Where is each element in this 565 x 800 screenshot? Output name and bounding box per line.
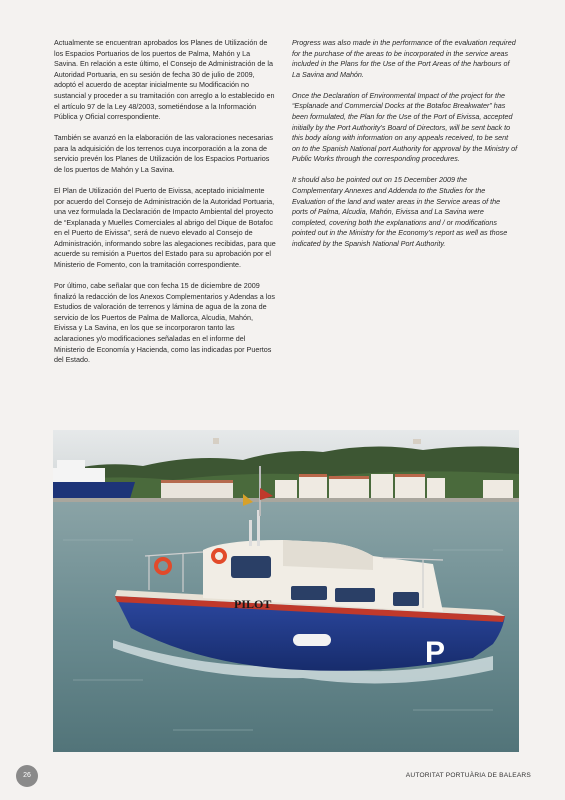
paragraph: Once the Declaration of Environmental Impact of the project for the “Esplanade and Commercial Docks at the Botafoc Breakwater” has been formulated, the Plan for the Use of the Port of Eivissa, accepted initially by the Port Authority’s Board of Directors, will be sent back to this body along with information on any appeals received, to be sent on to the Spanish National port Authority for approval by the Ministry of Public Works through the corresponding procedures. xyxy=(292,90,518,164)
paragraph: Por último, cabe señalar que con fecha 15 de diciembre de 2009 finalizó la redacción de los Anexos Complementarios y Adendas a los Estudios de valoración de terrenos y lámina de agua de la zona de servicio de los Puertos de Palma de Mallorca, Alcudia, Mahón, Eivissa y La Savina, en los que se incorporaron tanto las aclaraciones y/o modificaciones señaladas en el informe del Ministerio de Economía y Hacienda, como las indicadas por Puertos del Estado. xyxy=(54,281,275,365)
paragraph: It should also be pointed out on 15 December 2009 the Complementary Annexes and Addenda to the Studies for the Evaluation of the land and water areas in the Service areas of the ports of Palma, Alcudia, Mahón, Eivissa and La Savina were completed, covering both the explanations and / or modifications pointed out in the Ministry for the Economy’s report as well as those indicated by the Spanish National Port Authority. xyxy=(292,175,508,248)
paragraph: También se avanzó en la elaboración de las valoraciones necesarias para la adquisición de los terrenos cuya incorporación a la zona de servicio prevén los Planes de Utilización de los Espacios Portuarios de los puertos de Mahón y La Savina. xyxy=(54,133,273,174)
paragraph: El Plan de Utilización del Puerto de Eivissa, aceptado inicialmente por acuerdo del Consejo de Administración de la Autoridad Portuaria, una vez formulada la Declaración de Impacto Ambiental del proyecto de “Explanada y Muelles Comerciales al abrigo del Dique de Botafoc en el Puerto de Eivissa”, será de nuevo elevado al Consejo de Administración, informando sobre las alegaciones recibidas, para que acuerde su remisión a Puertos del Estado para su aprobación por el Ministerio de Fomento, con la tramitación correspondiente. xyxy=(54,185,276,270)
page-number: 26 xyxy=(16,765,38,787)
paragraph: Actualmente se encuentran aprobados los Planes de Utilización de los Espacios Portuarios de los puertos de Palma, Mahón y La Savina. En relación a este último, el Consejo de Administración de la Autoridad Portuaria, en su sesión de fecha 30 de julio de 2009, adoptó el acuerdo de aceptar inicialmente su Modificación no sustancial y proceder a su tramitación con arreglo a lo establecido en el artículo 97 de la Ley 48/2003, sometiéndose a la Información Pública y Oficial correspondiente. xyxy=(54,38,275,122)
hull-letter: P xyxy=(425,636,446,669)
pilot-label: PILOT xyxy=(234,597,272,611)
pilot-boat-photo xyxy=(53,430,519,752)
paragraph: Progress was also made in the performance of the evaluation required for the purchase of the areas to be incorporated in the service areas included in the Plans for the Use of the Port Areas of the harbours of La Savina and Mahón. xyxy=(292,38,516,79)
spanish-text-column xyxy=(54,38,276,376)
english-text-column xyxy=(292,38,518,260)
footer-organization: AUTORITAT PORTUÀRIA DE BALEARS xyxy=(405,772,531,779)
